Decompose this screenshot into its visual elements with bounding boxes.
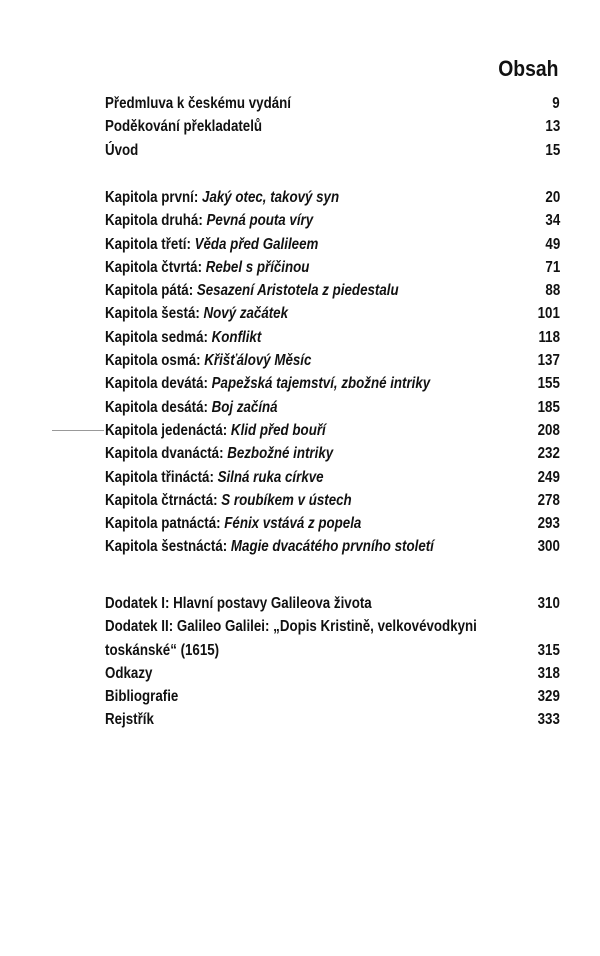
chapter-label [105,489,352,512]
toc-page-number: 249 [537,468,560,486]
toc-label: Rejstřík [105,711,154,729]
toc-page-number: 293 [537,515,560,533]
chapter-label [105,256,309,279]
toc-label: Bibliografie [105,688,179,706]
chapter-prefix: Kapitola šestá: [105,305,204,323]
appendix-section [105,592,560,732]
chapter-name: Rebel s příčinou [205,258,310,276]
toc-row [105,708,560,731]
chapter-label [105,442,333,465]
chapter-label [105,372,430,395]
chapter-name: S roubíkem v ústech [221,491,352,509]
chapter-row [105,396,560,419]
chapter-row [105,256,560,279]
toc-row [105,139,560,162]
toc-page-number: 13 [545,118,560,136]
chapter-name: Klid před bouří [230,421,326,439]
chapter-prefix: Kapitola třináctá: [105,468,218,486]
toc-page-number: 15 [545,141,560,159]
toc-row [105,615,560,662]
toc-page-number: 20 [545,189,560,206]
toc-label: Odkazy [105,664,153,682]
toc-page-number: 88 [545,282,560,300]
chapter-name: Magie dvacátého prvního století [230,538,434,556]
chapter-prefix: Kapitola jedenáctá: [105,421,231,439]
toc-row [105,92,560,115]
chapter-name: Boj začíná [211,398,278,416]
front-matter-section [105,92,560,162]
toc-page-number: 208 [537,421,560,439]
chapter-prefix: Kapitola šestnáctá: [105,538,231,556]
chapter-label [105,233,318,256]
toc-page-number: 315 [537,641,560,659]
chapter-prefix: Kapitola pátá: [105,282,197,300]
toc-label: Předmluva k českému vydání [105,95,291,112]
chapter-row [105,512,560,535]
chapter-prefix: Kapitola druhá: [105,212,207,230]
chapter-row [105,233,560,256]
toc-label: Poděkování překladatelů [105,118,263,136]
chapter-prefix: Kapitola první: [105,189,203,206]
chapter-label [105,466,324,489]
toc-page-number: 232 [537,445,560,463]
toc-page-number: 278 [537,491,560,509]
chapter-label [105,419,326,442]
chapter-label [105,349,311,372]
chapter-prefix: Kapitola patnáctá: [105,515,225,533]
chapters-section [105,186,560,559]
toc-page-number: 185 [537,398,560,416]
chapter-label [105,186,339,209]
toc-page-number: 49 [545,235,560,253]
chapter-name: Silná ruka církve [217,468,324,486]
chapter-row [105,209,560,232]
toc-page-number: 118 [538,328,560,346]
chapter-label [105,209,313,232]
chapter-prefix: Kapitola třetí: [105,235,195,253]
toc-page-number: 329 [537,688,560,706]
chapter-name: Bezbožné intriky [227,445,334,463]
toc-label: Dodatek II: Galileo Galilei: „Dopis Kristině, velkovévodkyni [105,618,477,636]
chapter-row [105,419,560,442]
chapter-name: Sesazení Aristotela z piedestalu [196,282,399,300]
toc-page-number: 34 [545,212,560,230]
toc-page-number: 310 [537,595,560,612]
chapter-prefix: Kapitola čtrnáctá: [105,491,222,509]
toc-page-number: 9 [552,95,560,112]
chapter-name: Křišťálový Měsíc [204,352,312,370]
chapter-row [105,349,560,372]
chapter-prefix: Kapitola čtvrtá: [105,258,206,276]
chapter-row [105,279,560,302]
chapter-row [105,326,560,349]
chapter-prefix: Kapitola devátá: [105,375,212,393]
chapter-prefix: Kapitola osmá: [105,352,205,370]
chapter-label [105,396,278,419]
chapter-row [105,535,560,558]
chapter-label [105,326,261,349]
chapter-name: Konflikt [211,328,262,346]
chapter-row [105,302,560,325]
scan-mark [52,430,104,431]
chapter-prefix: Kapitola dvanáctá: [105,445,228,463]
toc-row [105,685,560,708]
chapter-label [105,302,288,325]
chapter-row [105,186,560,209]
toc-page-number: 333 [537,711,560,729]
chapter-row [105,442,560,465]
chapter-name: Pevná pouta víry [206,212,314,230]
chapter-name: Fénix vstává z popela [224,515,362,533]
chapter-prefix: Kapitola sedmá: [105,328,212,346]
chapter-label [105,512,361,535]
chapter-name: Věda před Galileem [194,235,319,253]
toc-label: Úvod [105,141,139,159]
chapter-prefix: Kapitola desátá: [105,398,212,416]
chapter-label [105,535,434,558]
toc-page-number: 300 [537,538,560,556]
toc-page-number: 101 [537,305,560,323]
toc-label-continuation: toskánské“ (1615) [105,641,220,659]
toc-label: Dodatek I: Hlavní postavy Galileova života [105,595,372,612]
chapter-label [105,279,399,302]
page-title: Obsah [497,56,558,81]
toc-row [105,662,560,685]
toc-page-number: 71 [545,258,560,276]
chapter-name: Nový začátek [203,305,289,323]
toc-page-number: 137 [537,352,560,370]
chapter-row [105,489,560,512]
toc-page-number: 155 [537,375,560,393]
toc-row [105,592,560,615]
chapter-name: Papežská tajemství, zbožné intriky [211,375,431,393]
chapter-row [105,372,560,395]
chapter-row [105,466,560,489]
chapter-name: Jaký otec, takový syn [202,189,340,206]
toc-row [105,115,560,138]
toc-page-number: 318 [537,664,560,682]
